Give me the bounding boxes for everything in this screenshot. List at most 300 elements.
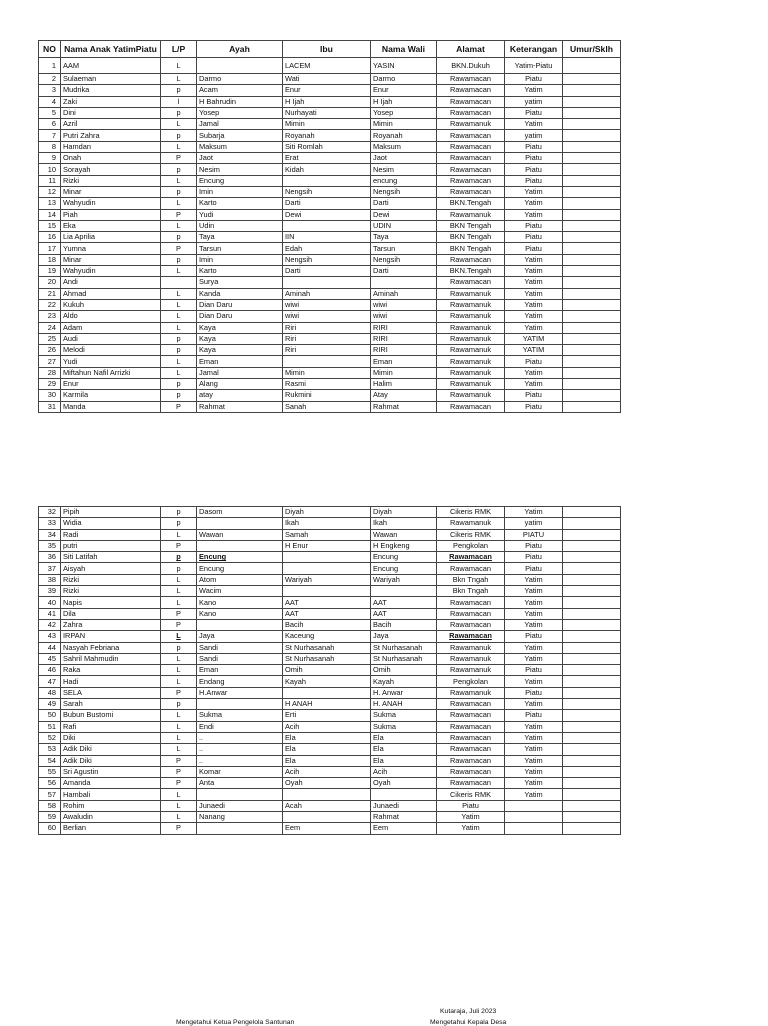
table-row	[39, 540, 621, 551]
cell-gender: L	[161, 322, 197, 333]
cell-status: yatim	[505, 96, 563, 107]
cell-gender: p	[161, 254, 197, 265]
cell-mother: Oyah	[283, 778, 371, 789]
cell-mother: Edah	[283, 243, 371, 254]
cell-mother: wiwi	[283, 311, 371, 322]
cell-status: YATIM	[505, 333, 563, 344]
cell-status: Piatu	[505, 175, 563, 186]
cell-address: Rawamacan	[437, 254, 505, 265]
cell-age-school	[563, 631, 621, 642]
table-row	[39, 119, 621, 130]
cell-mother	[283, 789, 371, 800]
cell-no: 17	[39, 243, 61, 254]
cell-guardian: St Nurhasanah	[371, 642, 437, 653]
cell-name: Melodi	[61, 345, 161, 356]
cell-age-school	[563, 345, 621, 356]
cell-status: Yatim	[505, 732, 563, 743]
cell-status: yatim	[505, 130, 563, 141]
cell-guardian: Diyah	[371, 507, 437, 518]
cell-age-school	[563, 58, 621, 74]
table-row	[39, 141, 621, 152]
cell-no: 39	[39, 586, 61, 597]
cell-address: Rawamanuk	[437, 209, 505, 220]
cell-no: 32	[39, 507, 61, 518]
cell-mother: Omih	[283, 665, 371, 676]
cell-guardian: Sukma	[371, 710, 437, 721]
cell-guardian: Mimin	[371, 119, 437, 130]
cell-address: Pengkolan	[437, 676, 505, 687]
cell-father: Jaya	[197, 631, 283, 642]
cell-father: Tarsun	[197, 243, 283, 254]
cell-name: Berlian	[61, 823, 161, 834]
cell-mother	[283, 277, 371, 288]
cell-age-school	[563, 619, 621, 630]
cell-guardian: Acih	[371, 766, 437, 777]
cell-name: Aisyah	[61, 563, 161, 574]
cell-address: BKN Tengah	[437, 243, 505, 254]
cell-father: Rahmat	[197, 401, 283, 412]
cell-mother: Rasmi	[283, 379, 371, 390]
cell-gender: P	[161, 153, 197, 164]
cell-age-school	[563, 755, 621, 766]
table-row	[39, 597, 621, 608]
cell-no: 54	[39, 755, 61, 766]
table-row	[39, 744, 621, 755]
cell-gender: p	[161, 130, 197, 141]
cell-address: Rawamacan	[437, 141, 505, 152]
cell-father: Maksum	[197, 141, 283, 152]
cell-guardian: Rahmat	[371, 401, 437, 412]
cell-mother: Nengsih	[283, 186, 371, 197]
cell-status: yatim	[505, 518, 563, 529]
cell-mother: H Enur	[283, 540, 371, 551]
col-header-gender: L/P	[161, 41, 197, 58]
cell-mother: H Ijah	[283, 96, 371, 107]
cell-guardian: Junaedi	[371, 800, 437, 811]
table-row	[39, 322, 621, 333]
cell-no: 21	[39, 288, 61, 299]
cell-address: Rawamacan	[437, 755, 505, 766]
cell-address: Rawamacan	[437, 107, 505, 118]
table-row	[39, 367, 621, 378]
cell-age-school	[563, 232, 621, 243]
cell-father	[197, 518, 283, 529]
cell-guardian: Nesim	[371, 164, 437, 175]
cell-father: Udin	[197, 220, 283, 231]
table-row	[39, 766, 621, 777]
cell-address: Cikeris RMK	[437, 529, 505, 540]
table-row	[39, 311, 621, 322]
cell-address: Rawamacan	[437, 766, 505, 777]
table-row	[39, 153, 621, 164]
col-header-guardian: Nama Wali	[371, 41, 437, 58]
cell-guardian	[371, 586, 437, 597]
cell-address: Rawamacan	[437, 699, 505, 710]
cell-age-school	[563, 812, 621, 823]
cell-gender: p	[161, 379, 197, 390]
cell-gender: L	[161, 597, 197, 608]
cell-mother: Aminah	[283, 288, 371, 299]
cell-gender: p	[161, 699, 197, 710]
cell-name: Bubun Bustomi	[61, 710, 161, 721]
cell-mother	[283, 220, 371, 231]
table-row	[39, 277, 621, 288]
cell-name: Awaludin	[61, 812, 161, 823]
cell-address: Rawamacan	[437, 85, 505, 96]
cell-status: Yatim	[505, 586, 563, 597]
cell-name: Lia Aprilia	[61, 232, 161, 243]
cell-mother: Sanah	[283, 401, 371, 412]
cell-status: Yatim	[505, 778, 563, 789]
cell-name: Napis	[61, 597, 161, 608]
cell-mother	[283, 812, 371, 823]
cell-name: Zahra	[61, 619, 161, 630]
table-row	[39, 85, 621, 96]
table-row	[39, 254, 621, 265]
cell-name: Onah	[61, 153, 161, 164]
cell-father: Jamal	[197, 119, 283, 130]
cell-guardian: Enur	[371, 85, 437, 96]
cell-address: Rawamacan	[437, 710, 505, 721]
cell-age-school	[563, 744, 621, 755]
cell-name: Rizki	[61, 586, 161, 597]
cell-name: Pipih	[61, 507, 161, 518]
cell-father: Junaedi	[197, 800, 283, 811]
table-row	[39, 653, 621, 664]
cell-father: Imin	[197, 186, 283, 197]
cell-status: Piatu	[505, 107, 563, 118]
cell-status: Piatu	[505, 243, 563, 254]
cell-name: Rizki	[61, 175, 161, 186]
cell-gender: L	[161, 586, 197, 597]
cell-father: Kaya	[197, 322, 283, 333]
cell-name: Mudrika	[61, 85, 161, 96]
cell-status: Yatim	[505, 254, 563, 265]
cell-mother: St Nurhasanah	[283, 653, 371, 664]
cell-address: BKN.Tengah	[437, 266, 505, 277]
cell-name: Putri Zahra	[61, 130, 161, 141]
cell-father: Dasom	[197, 507, 283, 518]
cell-address: Rawamanuk	[437, 333, 505, 344]
cell-age-school	[563, 322, 621, 333]
cell-father: Encung	[197, 552, 283, 563]
cell-status: Yatim	[505, 322, 563, 333]
cell-status: Piatu	[505, 356, 563, 367]
cell-address: BKN Tengah	[437, 232, 505, 243]
cell-no: 24	[39, 322, 61, 333]
cell-mother: Erti	[283, 710, 371, 721]
cell-gender: P	[161, 608, 197, 619]
cell-status: Yatim	[505, 699, 563, 710]
cell-father	[197, 823, 283, 834]
cell-address: Rawamanuk	[437, 119, 505, 130]
cell-gender: p	[161, 232, 197, 243]
cell-mother: Erat	[283, 153, 371, 164]
table-row	[39, 96, 621, 107]
cell-name: Sarah	[61, 699, 161, 710]
cell-guardian: wiwi	[371, 299, 437, 310]
cell-guardian: Tarsun	[371, 243, 437, 254]
table-row	[39, 507, 621, 518]
cell-guardian: Encung	[371, 552, 437, 563]
cell-gender: L	[161, 789, 197, 800]
cell-age-school	[563, 186, 621, 197]
cell-gender: P	[161, 540, 197, 551]
table-row	[39, 823, 621, 834]
table-row	[39, 288, 621, 299]
cell-guardian	[371, 789, 437, 800]
table-row	[39, 789, 621, 800]
cell-age-school	[563, 732, 621, 743]
table-row	[39, 220, 621, 231]
cell-mother: St Nurhasanah	[283, 642, 371, 653]
cell-name: Hambali	[61, 789, 161, 800]
cell-father: Sandi	[197, 642, 283, 653]
cell-no: 25	[39, 333, 61, 344]
cell-mother: Nurhayati	[283, 107, 371, 118]
cell-name: Zaki	[61, 96, 161, 107]
cell-name: Sorayah	[61, 164, 161, 175]
cell-guardian: Oyah	[371, 778, 437, 789]
cell-gender: p	[161, 333, 197, 344]
cell-gender: p	[161, 390, 197, 401]
cell-status: Yatim	[505, 507, 563, 518]
cell-guardian: H Ijah	[371, 96, 437, 107]
cell-mother: Mimin	[283, 367, 371, 378]
cell-no: 4	[39, 96, 61, 107]
cell-age-school	[563, 823, 621, 834]
cell-address: Rawamanuk	[437, 665, 505, 676]
cell-gender: L	[161, 220, 197, 231]
table-row	[39, 266, 621, 277]
cell-age-school	[563, 356, 621, 367]
cell-no: 42	[39, 619, 61, 630]
cell-gender: p	[161, 107, 197, 118]
cell-address: Rawamacan	[437, 401, 505, 412]
cell-mother: Riri	[283, 345, 371, 356]
cell-father: Endi	[197, 721, 283, 732]
cell-age-school	[563, 766, 621, 777]
orphan-table-2	[38, 506, 621, 835]
cell-mother: Darti	[283, 266, 371, 277]
cell-guardian: RIRI	[371, 322, 437, 333]
table-row	[39, 608, 621, 619]
cell-mother: Diyah	[283, 507, 371, 518]
col-header-father: Ayah	[197, 41, 283, 58]
cell-no: 27	[39, 356, 61, 367]
cell-father: Eman	[197, 665, 283, 676]
cell-no: 44	[39, 642, 61, 653]
table-row	[39, 175, 621, 186]
cell-gender: L	[161, 299, 197, 310]
cell-address: Rawamanuk	[437, 390, 505, 401]
cell-gender: L	[161, 266, 197, 277]
table-body-2	[39, 507, 621, 835]
cell-no: 46	[39, 665, 61, 676]
cell-age-school	[563, 789, 621, 800]
cell-mother: Darti	[283, 198, 371, 209]
cell-no: 57	[39, 789, 61, 800]
cell-gender: P	[161, 619, 197, 630]
cell-father: Kaya	[197, 333, 283, 344]
footer-left-signature: Mengetahui Ketua Pengelola Santunan	[176, 1019, 295, 1026]
cell-gender: L	[161, 800, 197, 811]
cell-father: Yosep	[197, 107, 283, 118]
cell-status: Yatim	[505, 379, 563, 390]
cell-age-school	[563, 153, 621, 164]
cell-address: Yatim	[437, 823, 505, 834]
cell-father: Kaya	[197, 345, 283, 356]
table-row	[39, 518, 621, 529]
cell-name: Karmila	[61, 390, 161, 401]
cell-address: Rawamacan	[437, 175, 505, 186]
table-row	[39, 812, 621, 823]
cell-gender: L	[161, 356, 197, 367]
cell-no: 7	[39, 130, 61, 141]
cell-address: Rawamacan	[437, 619, 505, 630]
cell-name: Sri Agustin	[61, 766, 161, 777]
cell-age-school	[563, 379, 621, 390]
cell-mother: LACEM	[283, 58, 371, 74]
cell-guardian: YASIN	[371, 58, 437, 74]
cell-no: 58	[39, 800, 61, 811]
table-row	[39, 164, 621, 175]
cell-age-school	[563, 107, 621, 118]
cell-name: putri	[61, 540, 161, 551]
cell-no: 26	[39, 345, 61, 356]
cell-gender: P	[161, 209, 197, 220]
cell-gender: P	[161, 755, 197, 766]
cell-guardian: Darmo	[371, 74, 437, 85]
cell-father: Nesim	[197, 164, 283, 175]
cell-father: Wawan	[197, 529, 283, 540]
cell-mother: AAT	[283, 608, 371, 619]
cell-guardian: Nengsih	[371, 186, 437, 197]
cell-status: Piatu	[505, 164, 563, 175]
cell-name: IRPAN	[61, 631, 161, 642]
table-row	[39, 800, 621, 811]
cell-mother: Eem	[283, 823, 371, 834]
cell-guardian: Ela	[371, 755, 437, 766]
table-row	[39, 74, 621, 85]
footer-date: Kutaraja, Juli 2023	[440, 1008, 497, 1015]
cell-guardian: Eem	[371, 823, 437, 834]
table-row	[39, 107, 621, 118]
cell-no: 36	[39, 552, 61, 563]
cell-name: Siti Latifah	[61, 552, 161, 563]
cell-age-school	[563, 710, 621, 721]
cell-age-school	[563, 198, 621, 209]
cell-gender: P	[161, 401, 197, 412]
cell-address: Rawamanuk	[437, 518, 505, 529]
cell-gender: L	[161, 744, 197, 755]
table-row	[39, 186, 621, 197]
cell-name: Aldo	[61, 311, 161, 322]
cell-age-school	[563, 220, 621, 231]
cell-address: Rawamacan	[437, 552, 505, 563]
cell-name: Yudi	[61, 356, 161, 367]
cell-no: 2	[39, 74, 61, 85]
col-header-mother: Ibu	[283, 41, 371, 58]
cell-status: Yatim	[505, 85, 563, 96]
cell-age-school	[563, 653, 621, 664]
cell-age-school	[563, 141, 621, 152]
cell-guardian: Aminah	[371, 288, 437, 299]
orphan-table-1	[38, 40, 621, 413]
cell-mother	[283, 586, 371, 597]
cell-address: Rawamacan	[437, 130, 505, 141]
cell-mother: Wati	[283, 74, 371, 85]
cell-name: Audi	[61, 333, 161, 344]
cell-no: 5	[39, 107, 61, 118]
cell-name: SELA	[61, 687, 161, 698]
cell-gender: L	[161, 676, 197, 687]
cell-address: Cikeris RMK	[437, 789, 505, 800]
cell-guardian: RIRI	[371, 345, 437, 356]
cell-father	[197, 789, 283, 800]
cell-father: Atom	[197, 574, 283, 585]
cell-age-school	[563, 254, 621, 265]
cell-mother	[283, 356, 371, 367]
cell-mother	[283, 552, 371, 563]
cell-guardian: encung	[371, 175, 437, 186]
cell-father: Imin	[197, 254, 283, 265]
cell-mother: Acih	[283, 766, 371, 777]
cell-father: Kano	[197, 608, 283, 619]
table-row	[39, 243, 621, 254]
cell-status: Yatim	[505, 186, 563, 197]
cell-address: Rawamanuk	[437, 311, 505, 322]
cell-guardian: Ela	[371, 744, 437, 755]
cell-father: Komar	[197, 766, 283, 777]
cell-mother: Acih	[283, 721, 371, 732]
cell-father: Alang	[197, 379, 283, 390]
cell-name: Minar	[61, 254, 161, 265]
cell-guardian: Jaot	[371, 153, 437, 164]
cell-status: YATIM	[505, 345, 563, 356]
cell-mother: Enur	[283, 85, 371, 96]
cell-mother	[283, 175, 371, 186]
cell-father	[197, 58, 283, 74]
cell-father: Kanda	[197, 288, 283, 299]
cell-age-school	[563, 85, 621, 96]
cell-status: Piatu	[505, 74, 563, 85]
cell-no: 6	[39, 119, 61, 130]
cell-guardian: Rahmat	[371, 812, 437, 823]
cell-gender: P	[161, 766, 197, 777]
cell-gender: L	[161, 119, 197, 130]
table-header-row	[39, 41, 621, 58]
cell-guardian: Darti	[371, 198, 437, 209]
cell-mother: Siti Romlah	[283, 141, 371, 152]
cell-status: Yatim-Piatu	[505, 58, 563, 74]
cell-status: Yatim	[505, 642, 563, 653]
cell-no: 15	[39, 220, 61, 231]
cell-age-school	[563, 608, 621, 619]
cell-father	[197, 619, 283, 630]
cell-age-school	[563, 563, 621, 574]
table-row	[39, 563, 621, 574]
cell-address: Pengkolan	[437, 540, 505, 551]
cell-no: 11	[39, 175, 61, 186]
cell-gender: L	[161, 721, 197, 732]
table-row	[39, 732, 621, 743]
cell-gender: L	[161, 141, 197, 152]
cell-gender: L	[161, 529, 197, 540]
cell-no: 29	[39, 379, 61, 390]
cell-father: Dian Daru	[197, 299, 283, 310]
cell-guardian: Encung	[371, 563, 437, 574]
